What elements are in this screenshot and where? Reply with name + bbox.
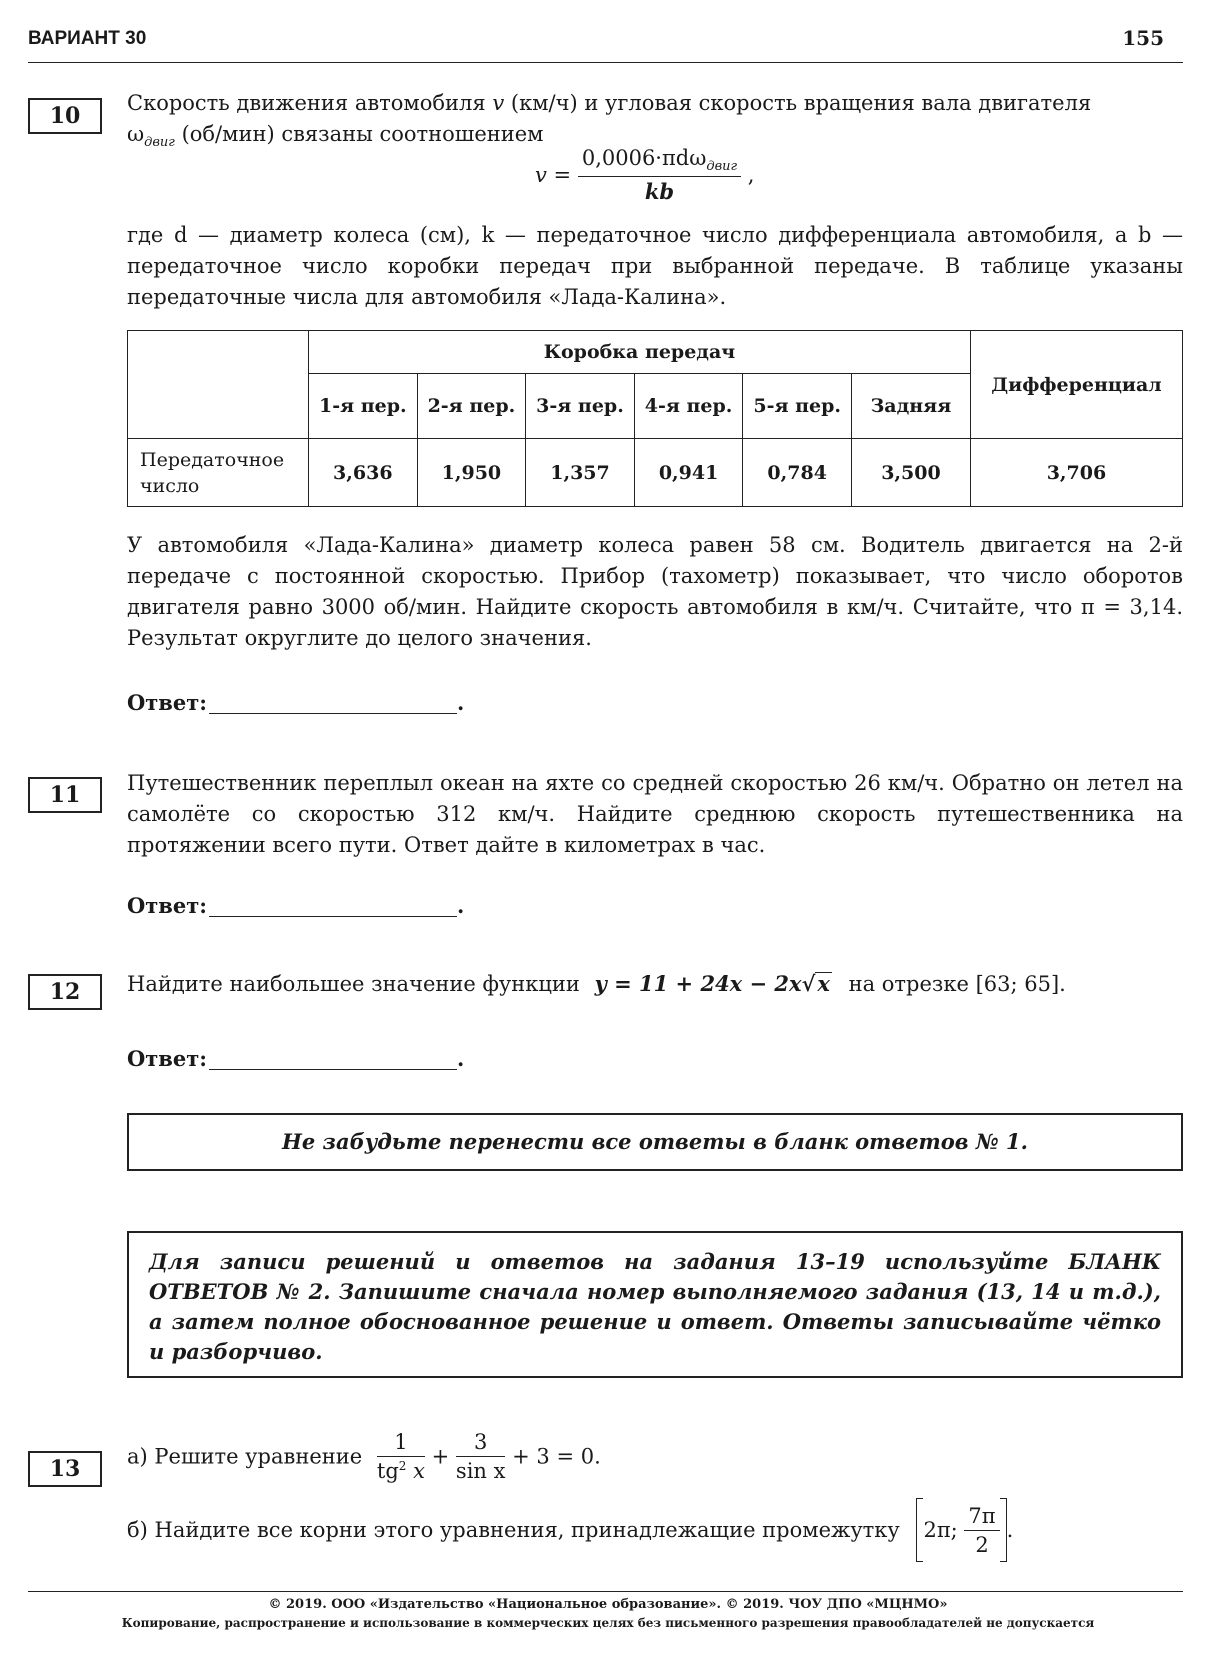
ratio-value-2: 1,950 — [417, 439, 526, 507]
gear-header-3: 3-я пер. — [526, 374, 635, 439]
row-label: Передаточное число — [128, 439, 309, 507]
question-number-11: 11 — [28, 777, 102, 813]
q10-formula: v = $\frac{0,0006\cdot\pi d\omega_{двиг}}{kb}$ , — [535, 146, 755, 205]
q12-text: Найдите наибольшее значение функции y = 11 + 24x − 2x√x на отрезке [63; 65]. — [127, 971, 1066, 996]
q10-answer-line[interactable] — [209, 712, 457, 714]
table-corner — [128, 331, 309, 439]
q10-definitions: где d — диаметр колеса (см), k — передаточное число дифференциала автомобиля, а b — передаточное число коробки передач при выбранной передаче. В таблице указаны передаточные числа для автомобиля «Лада-Калина». — [127, 223, 1183, 309]
ratio-value-5: 0,784 — [743, 439, 852, 507]
differential-header: Дифференциал — [970, 331, 1182, 439]
ratio-value-differential: 3,706 — [970, 439, 1182, 507]
notice-transfer-answers: Не забудьте перенести все ответы в бланк ответов № 1. — [127, 1113, 1183, 1171]
gear-header-4: 4-я пер. — [634, 374, 743, 439]
gearbox-header: Коробка передач — [309, 331, 971, 374]
q11-answer: Ответ: . — [127, 893, 465, 918]
q11-answer-line[interactable] — [209, 915, 457, 917]
ratio-value-3: 1,357 — [526, 439, 635, 507]
q10-intro: Скорость движения автомобиля v (км/ч) и угловая скорость вращения вала двигателя $\omega_{двиг}$ (об/мин) связаны соотношением — [127, 91, 1092, 151]
q10-answer: Ответ: . — [127, 690, 465, 715]
gear-header-reverse: Задняя — [851, 374, 970, 439]
gear-header-5: 5-я пер. — [743, 374, 852, 439]
q13-part-b: б) Найдите все корни этого уравнения, принадлежащие промежутку 2π; $\frac{7\pi}{2}$ . — [127, 1498, 1187, 1562]
question-number-10: 10 — [28, 98, 102, 134]
question-number-13: 13 — [28, 1451, 102, 1487]
gear-ratio-table — [127, 330, 1183, 507]
ratio-value-1: 3,636 — [309, 439, 418, 507]
header-divider — [28, 62, 1183, 63]
q11-text: Путешественник переплыл океан на яхте со средней скоростью 26 км/ч. Обратно он летел на самолёте со скоростью 312 км/ч. Найдите среднюю скорость путешественника на протяжении всего пути. Ответ дайте в километрах в час. — [127, 771, 1183, 857]
footer-license: Копирование, распространение и использование в коммерческих целях без письменного разрешения правообладателей не допускается — [121, 1616, 1095, 1630]
variant-title: ВАРИАНТ 30 — [28, 28, 147, 49]
footer-divider — [28, 1591, 1183, 1592]
notice-answer-form-2: Для записи решений и ответов на задания 13–19 используйте БЛАНК ОТВЕТОВ № 2. Запишите сначала номер выполняемого задания (13, 14 и т.д.), а затем полное обоснованное решение и ответ. Ответы записывайте чётко и разборчиво. — [127, 1231, 1183, 1378]
page-number: 155 — [1122, 26, 1164, 50]
question-number-12: 12 — [28, 974, 102, 1010]
q12-answer-line[interactable] — [209, 1068, 457, 1070]
gear-header-1: 1-я пер. — [309, 374, 418, 439]
q10-task: У автомобиля «Лада-Калина» диаметр колеса равен 58 см. Водитель двигается на 2-й передаче с постоянной скоростью. Прибор (тахометр) показывает, что число оборотов двигателя равно 3000 об/мин. Найдите скорость автомобиля в км/ч. Считайте, что π = 3,14. Результат округлите до целого значения. — [127, 533, 1183, 650]
footer-copyright: © 2019. ООО «Издательство «Национальное образование». © 2019. ЧОУ ДПО «МЦНМО» — [268, 1597, 948, 1612]
q12-answer: Ответ: . — [127, 1046, 465, 1071]
q13-part-a: а) Решите уравнение $\frac{1}{tg^2 x}$ + $\frac{3}{\text{sin x}}$ + 3 = 0. — [127, 1430, 601, 1483]
ratio-value-reverse: 3,500 — [851, 439, 970, 507]
gear-header-2: 2-я пер. — [417, 374, 526, 439]
ratio-value-4: 0,941 — [634, 439, 743, 507]
